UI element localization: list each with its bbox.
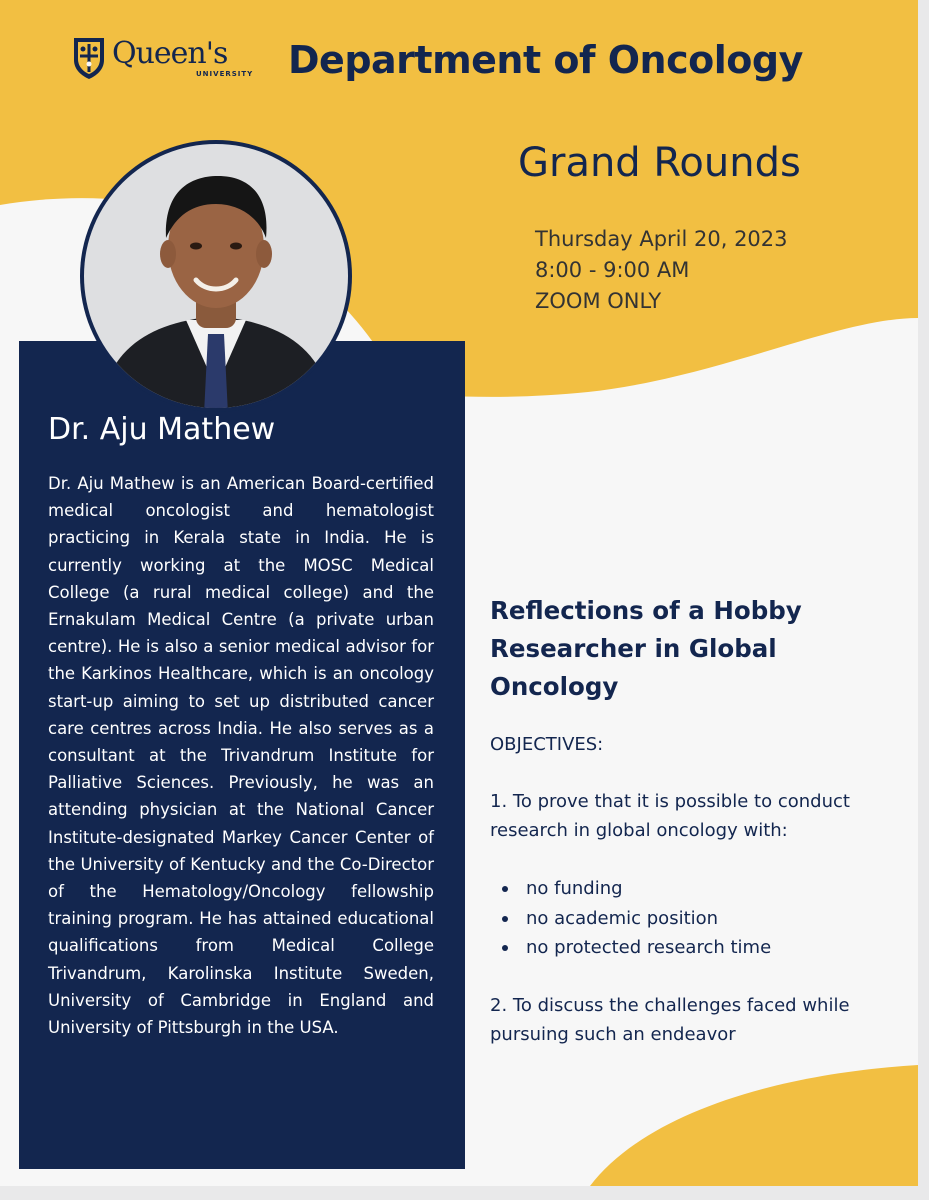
event-time: 8:00 - 9:00 AM <box>535 258 690 282</box>
objective-bullets <box>502 874 771 963</box>
list-item <box>502 933 771 963</box>
bullet-text: no protected research time <box>526 937 772 958</box>
bottom-gold-wave <box>590 1065 918 1186</box>
event-details <box>535 224 788 317</box>
bullet-text: no academic position <box>526 907 719 929</box>
list-item <box>502 874 771 904</box>
bullet-icon <box>502 945 508 951</box>
bullet-icon <box>502 916 508 922</box>
talk-title: Reflections of a Hobby Researcher in Global Oncology <box>490 596 802 701</box>
logo-subtitle: UNIVERSITY <box>196 70 254 78</box>
bullet-text: no funding <box>526 878 623 899</box>
list-item <box>502 904 771 934</box>
crest-icon <box>72 36 106 80</box>
speaker-photo <box>78 138 354 414</box>
objective-1: 1. To prove that it is possible to conduct research in global oncology with: <box>490 791 850 841</box>
speaker-bio: Dr. Aju Mathew is an American Board-certified medical oncologist and hematologist practicing in Kerala state in India. He is currently working at the MOSC Medical College (a rural medical college) and the Ernakulam Medical Centre (a private urban centre). He is also a senior medical advisor for the Karkinos Healthcare, which is an oncology start-up aiming to set up distributed cancer care centres across India. He also serves as a consultant at the Trivandrum Institute for Palliative Sciences. Previously, he was an attending physician at the National Cancer Institute-designated Markey Cancer Center of the University of Kentucky and the Co-Director of the Hematology/Oncology fellowship training program. He has attained educational qualifications from Medical College Trivandrum, Karolinska Institute Sweden, University of Cambridge in England and University of Pittsburgh in the USA. <box>48 474 434 1038</box>
event-series-title: Grand Rounds <box>518 140 801 186</box>
logo-wordmark: Queen's <box>112 36 228 71</box>
event-format: ZOOM ONLY <box>535 289 662 313</box>
bullet-icon <box>502 886 508 892</box>
department-title: Department of Oncology <box>288 38 803 82</box>
speaker-name: Dr. Aju Mathew <box>48 412 276 447</box>
event-date: Thursday April 20, 2023 <box>535 227 788 251</box>
objectives-heading: OBJECTIVES: <box>490 734 604 755</box>
objective-2: 2. To discuss the challenges faced while pursuing such an endeavor <box>490 995 850 1045</box>
